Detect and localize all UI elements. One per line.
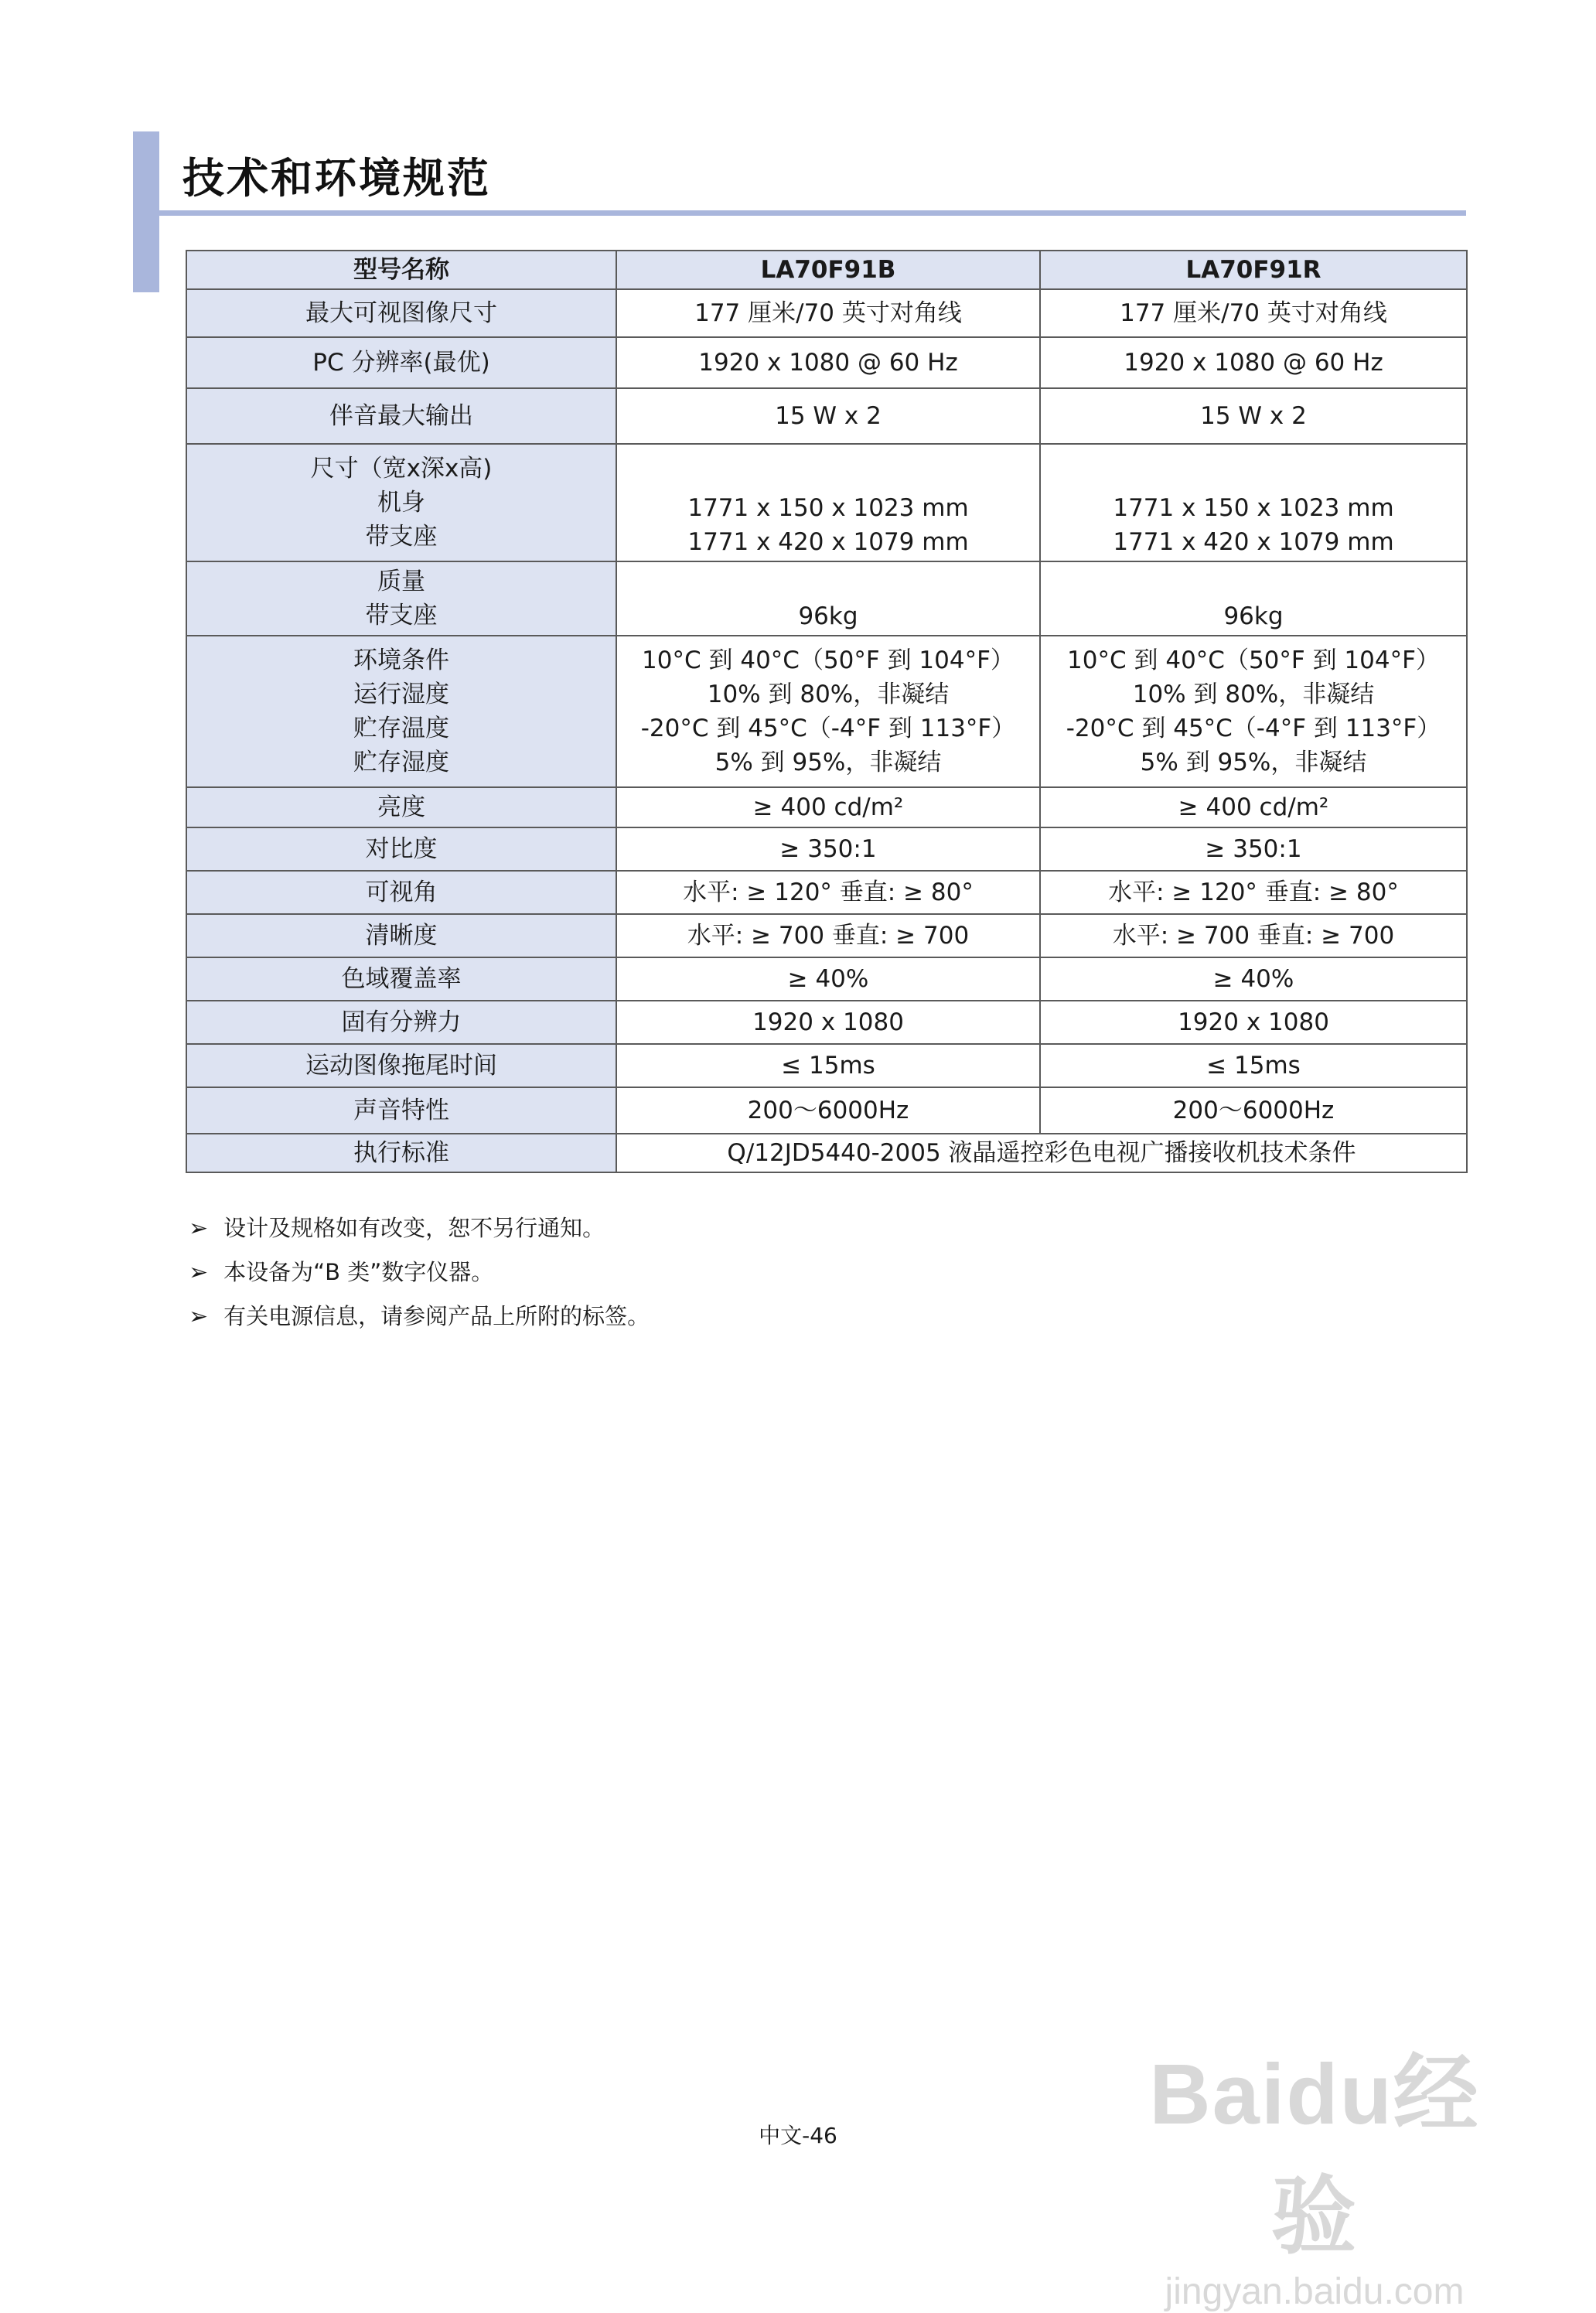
value-la70f91b (616, 561, 1040, 636)
row-label (186, 1087, 616, 1134)
row-label (186, 337, 616, 388)
value-la70f91r-line: 水平: ≥ 120° 垂直: ≥ 80° (1108, 878, 1399, 906)
row-label-line: 贮存湿度 (353, 749, 449, 776)
note-item (189, 1295, 650, 1339)
value-la70f91r-line: ≥ 40% (1212, 965, 1294, 993)
value-la70f91r (1040, 444, 1467, 561)
table-row (186, 787, 1467, 827)
row-label-line: 色域覆盖率 (341, 965, 462, 993)
value-la70f91r-line: ≥ 400 cd/m² (1178, 793, 1329, 821)
value-la70f91b (616, 787, 1040, 827)
row-label-line: 环境条件 (353, 646, 449, 674)
row-label (186, 561, 616, 636)
row-label-line: PC 分辨率(最优) (312, 349, 490, 377)
value-la70f91r (1040, 1001, 1467, 1044)
watermark (1113, 2026, 1516, 2313)
value-la70f91b (616, 827, 1040, 871)
row-label-line: 声音特性 (353, 1097, 449, 1124)
header-model-name: 型号名称 (186, 251, 616, 289)
value-la70f91b (616, 289, 1040, 337)
row-label-line: 带支座 (365, 523, 438, 551)
notes-list (189, 1206, 650, 1339)
row-label-line: 亮度 (377, 793, 425, 821)
table-row (186, 1087, 1467, 1134)
table-row (186, 388, 1467, 444)
table-row (186, 289, 1467, 337)
table-row (186, 1001, 1467, 1044)
value-la70f91b (616, 871, 1040, 914)
row-label (186, 388, 616, 444)
spec-table (186, 250, 1468, 1173)
row-label-line: 机身 (377, 489, 425, 517)
value-la70f91b-line: ≥ 40% (787, 965, 869, 993)
value-la70f91b (616, 957, 1040, 1001)
value-la70f91r-line: 5% 到 95%，非凝结 (1140, 749, 1367, 776)
value-la70f91b (616, 636, 1040, 787)
row-label-line: 带支座 (365, 602, 438, 629)
value-la70f91r-line: 水平: ≥ 700 垂直: ≥ 700 (1112, 922, 1395, 950)
row-label-line: 清晰度 (365, 922, 438, 950)
table-row (186, 1044, 1467, 1087)
value-la70f91r-line: 15 W x 2 (1200, 402, 1307, 430)
value-la70f91r (1040, 871, 1467, 914)
value-la70f91r (1040, 1044, 1467, 1087)
note-text: 有关电源信息，请参阅产品上所附的标签。 (223, 1303, 650, 1329)
row-label (186, 871, 616, 914)
value-la70f91r (1040, 827, 1467, 871)
table-row (186, 914, 1467, 957)
value-la70f91r-line: 10°C 到 40°C（50°F 到 104°F） (1067, 646, 1440, 674)
table-row (186, 957, 1467, 1001)
value-la70f91r-line: 1920 x 1080 (1178, 1008, 1329, 1036)
header-model-b: LA70F91B (616, 251, 1040, 289)
page-title: 技术和环境规范 (182, 154, 491, 203)
table-row-standard (186, 1134, 1467, 1172)
title-underline (159, 210, 1466, 216)
value-la70f91b-line: ≥ 400 cd/m² (752, 793, 904, 821)
row-label-line: 运行湿度 (353, 681, 449, 708)
value-la70f91b (616, 1087, 1040, 1134)
value-la70f91r-line: -20°C 到 45°C（-4°F 到 113°F） (1066, 715, 1441, 742)
table-row (186, 561, 1467, 636)
value-la70f91b-line: 10% 到 80%，非凝结 (707, 681, 950, 708)
value-la70f91r (1040, 957, 1467, 1001)
row-label (186, 914, 616, 957)
watermark-url: jingyan.baidu.com (1165, 2271, 1465, 2312)
value-la70f91b-line: 177 厘米/70 英寸对角线 (694, 299, 962, 327)
value-la70f91b-line: 1920 x 1080 @ 60 Hz (698, 349, 958, 377)
row-label (186, 787, 616, 827)
value-la70f91r-line: ≥ 350:1 (1205, 835, 1302, 863)
table-row (186, 827, 1467, 871)
value-la70f91r-line: 200～6000Hz (1172, 1097, 1335, 1124)
value-la70f91r-line: 1920 x 1080 @ 60 Hz (1124, 349, 1383, 377)
value-la70f91r-line: 10% 到 80%，非凝结 (1132, 681, 1375, 708)
row-label (186, 289, 616, 337)
value-la70f91b-line: ≤ 15ms (781, 1052, 875, 1080)
value-la70f91r (1040, 337, 1467, 388)
table-row (186, 636, 1467, 787)
value-la70f91b-line: 15 W x 2 (775, 402, 882, 430)
value-la70f91b-line: 96kg (798, 602, 858, 630)
value-la70f91b-line: 水平: ≥ 120° 垂直: ≥ 80° (683, 878, 974, 906)
watermark-logo: Baidu经验 (1149, 2047, 1480, 2264)
arrow-bullet-icon: ➢ (189, 1259, 209, 1286)
standard-value: Q/12JD5440-2005 液晶遥控彩色电视广播接收机技术条件 (616, 1134, 1467, 1172)
row-label-line: 伴音最大输出 (329, 402, 473, 430)
header-model-r: LA70F91R (1040, 251, 1467, 289)
page-number: 中文-46 (759, 2123, 837, 2148)
value-la70f91b-line: -20°C 到 45°C（-4°F 到 113°F） (640, 715, 1016, 742)
note-item (189, 1206, 650, 1250)
value-la70f91b (616, 1001, 1040, 1044)
value-la70f91r-line: 96kg (1223, 602, 1284, 630)
row-label (186, 1044, 616, 1087)
value-la70f91b-line: 10°C 到 40°C（50°F 到 104°F） (642, 646, 1015, 674)
value-la70f91r-line: ≤ 15ms (1206, 1052, 1301, 1080)
row-label (186, 827, 616, 871)
note-text: 设计及规格如有改变，恕不另行通知。 (223, 1215, 605, 1241)
arrow-bullet-icon: ➢ (189, 1303, 209, 1330)
row-label-line: 对比度 (365, 835, 438, 863)
note-item (189, 1250, 650, 1295)
row-label-line: 可视角 (365, 878, 438, 906)
value-la70f91b-line: 200～6000Hz (747, 1097, 909, 1124)
table-row (186, 337, 1467, 388)
value-la70f91b-line: 水平: ≥ 700 垂直: ≥ 700 (687, 922, 970, 950)
value-la70f91b-line: 5% 到 95%，非凝结 (714, 749, 942, 776)
value-la70f91b (616, 914, 1040, 957)
value-la70f91b (616, 1044, 1040, 1087)
note-text: 本设备为“B 类”数字仪器。 (223, 1259, 494, 1285)
row-label (186, 444, 616, 561)
side-accent-bar (133, 131, 159, 292)
row-label (186, 1001, 616, 1044)
value-la70f91b-line: 1771 x 420 x 1079 mm (687, 528, 969, 556)
row-label (186, 957, 616, 1001)
value-la70f91b (616, 388, 1040, 444)
value-la70f91r (1040, 914, 1467, 957)
value-la70f91r (1040, 289, 1467, 337)
value-la70f91r (1040, 388, 1467, 444)
table-header-row (186, 251, 1467, 289)
row-label-line: 贮存温度 (353, 715, 449, 742)
value-la70f91r (1040, 636, 1467, 787)
row-label-line: 最大可视图像尺寸 (305, 299, 497, 327)
value-la70f91b-line: 1920 x 1080 (752, 1008, 904, 1036)
value-la70f91b-line: ≥ 350:1 (779, 835, 877, 863)
value-la70f91r-line: 1771 x 420 x 1079 mm (1113, 528, 1394, 556)
value-la70f91b (616, 337, 1040, 388)
value-la70f91r-line: 1771 x 150 x 1023 mm (1113, 494, 1394, 522)
row-label (186, 636, 616, 787)
value-la70f91r (1040, 1087, 1467, 1134)
table-row (186, 871, 1467, 914)
row-label-line: 尺寸（宽x深x高) (310, 455, 493, 483)
row-label-line: 质量 (377, 568, 425, 595)
value-la70f91b-line: 1771 x 150 x 1023 mm (687, 494, 969, 522)
table-row (186, 444, 1467, 561)
value-la70f91r-line: 177 厘米/70 英寸对角线 (1120, 299, 1387, 327)
row-label: 执行标准 (186, 1134, 616, 1172)
value-la70f91r (1040, 787, 1467, 827)
value-la70f91r (1040, 561, 1467, 636)
row-label-line: 固有分辨力 (341, 1008, 462, 1036)
arrow-bullet-icon: ➢ (189, 1215, 209, 1242)
value-la70f91b (616, 444, 1040, 561)
row-label-line: 运动图像拖尾时间 (305, 1052, 497, 1080)
